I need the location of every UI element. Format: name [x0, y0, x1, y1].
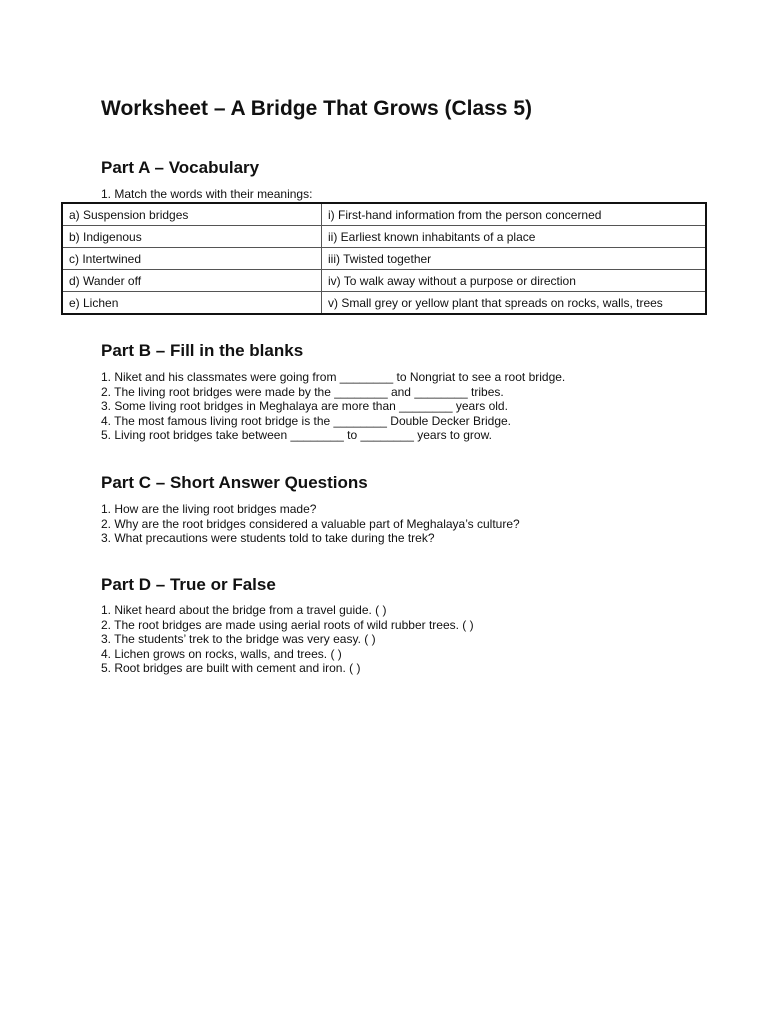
fill-in-blanks-list: [101, 370, 565, 443]
list-item: 2. The root bridges are made using aerial roots of wild rubber trees. ( ): [101, 617, 474, 632]
list-item: 3. The students’ trek to the bridge was very easy. ( ): [101, 632, 376, 647]
part-a-heading: Part A – Vocabulary: [101, 158, 260, 177]
list-item: 2. The living root bridges were made by the ________ and ________ tribes.: [101, 384, 504, 399]
vocab-meaning: iii) Twisted together: [322, 248, 707, 270]
part-c-heading: Part C – Short Answer Questions: [101, 473, 368, 492]
part-d-heading: Part D – True or False: [101, 575, 276, 594]
vocab-meaning: ii) Earliest known inhabitants of a place: [322, 226, 707, 248]
vocab-word: a) Suspension bridges: [62, 203, 322, 226]
page-title: Worksheet – A Bridge That Grows (Class 5): [101, 97, 532, 120]
list-item: 3. Some living root bridges in Meghalaya are more than ________ years old.: [101, 399, 508, 414]
vocab-word: d) Wander off: [62, 270, 322, 292]
true-false-list: [101, 603, 474, 676]
table-row: [62, 203, 706, 226]
list-item: 1. Niket and his classmates were going from ________ to Nongriat to see a root bridge.: [101, 370, 566, 384]
list-item: 1. How are the living root bridges made?: [101, 502, 317, 516]
vocab-meaning: i) First-hand information from the person concerned: [322, 203, 707, 226]
vocab-word: e) Lichen: [62, 292, 322, 315]
list-item: 4. Lichen grows on rocks, walls, and trees. ( ): [101, 646, 342, 661]
vocab-word: b) Indigenous: [62, 226, 322, 248]
part-a-instruction: 1. Match the words with their meanings:: [101, 187, 313, 201]
table-row: [62, 226, 706, 248]
list-item: 5. Living root bridges take between ________ to ________ years to grow.: [101, 428, 492, 443]
list-item: 5. Root bridges are built with cement and iron. ( ): [101, 661, 361, 676]
list-item: 4. The most famous living root bridge is the ________ Double Decker Bridge.: [101, 413, 512, 428]
list-item: 1. Niket heard about the bridge from a travel guide. ( ): [101, 603, 387, 617]
part-b-heading: Part B – Fill in the blanks: [101, 341, 304, 360]
vocabulary-table: [61, 202, 707, 315]
list-item: 3. What precautions were students told to take during the trek?: [101, 531, 435, 546]
vocab-meaning: v) Small grey or yellow plant that spreads on rocks, walls, trees: [322, 292, 707, 315]
list-item: 2. Why are the root bridges considered a valuable part of Meghalaya’s culture?: [101, 516, 520, 531]
table-row: [62, 248, 706, 270]
vocab-meaning: iv) To walk away without a purpose or direction: [322, 270, 707, 292]
table-row: [62, 292, 706, 315]
short-answer-list: [101, 502, 520, 546]
table-row: [62, 270, 706, 292]
vocab-word: c) Intertwined: [62, 248, 322, 270]
